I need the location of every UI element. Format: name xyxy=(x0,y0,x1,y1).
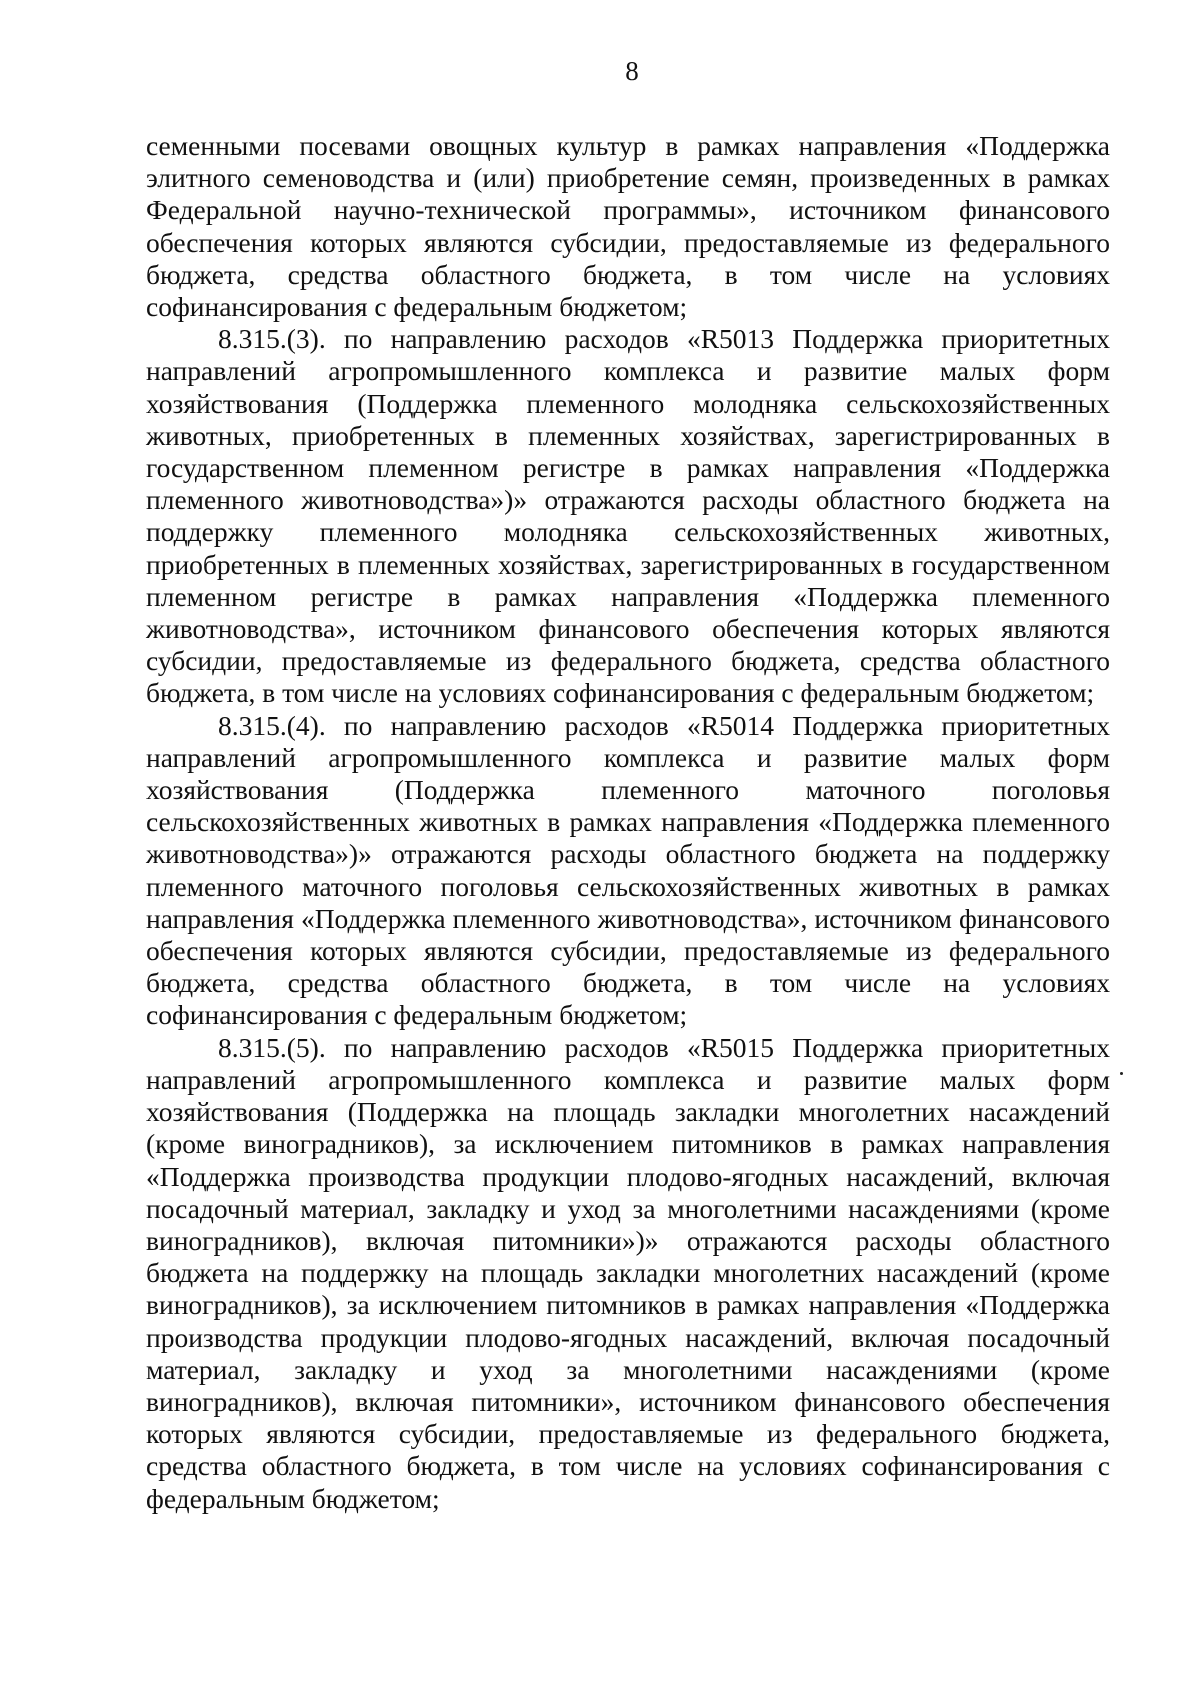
paragraph-8-315-4: 8.315.(4). по направлению расходов «R5014 Поддержка приоритетных направлений агропромышленного комплекса и развитие малых форм хозяйствования (Поддержка племенного маточного поголовья сельскохозяйственных животных в рамках направления «Поддержка племенного животноводства»)» отражаются расходы областного бюджета на поддержку племенного маточного поголовья сельскохозяйственных животных в рамках направления «Поддержка племенного животноводства», источником финансового обеспечения которых являются субсидии, предоставляемые из федерального бюджета, средства областного бюджета, в том числе на условиях софинансирования с федеральным бюджетом; xyxy=(146,709,1110,1031)
scan-speck xyxy=(1120,1072,1123,1075)
paragraph-8-315-3: 8.315.(3). по направлению расходов «R5013 Поддержка приоритетных направлений агропромышленного комплекса и развитие малых форм хозяйствования (Поддержка племенного молодняка сельскохозяйственных животных, приобретенных в племенных хозяйствах, зарегистрированных в государственном племенном регистре в рамках направления «Поддержка племенного животноводства»)» отражаются расходы областного бюджета на поддержку племенного молодняка сельскохозяйственных животных, приобретенных в племенных хозяйствах, зарегистрированных в государственном племенном регистре в рамках направления «Поддержка племенного животноводства», источником финансового обеспечения которых являются субсидии, предоставляемые из федерального бюджета, средства областного бюджета, в том числе на условиях софинансирования с федеральным бюджетом; xyxy=(146,323,1110,709)
page-number: 8 xyxy=(625,56,639,86)
document-body xyxy=(146,130,1110,1515)
paragraph-continuation: семенными посевами овощных культур в рамках направления «Поддержка элитного семеноводства и (или) приобретение семян, произведенных в рамках Федеральной научно-технической программы», источником финансового обеспечения которых являются субсидии, предоставляемые из федерального бюджета, средства областного бюджета, в том числе на условиях софинансирования с федеральным бюджетом; xyxy=(146,130,1110,323)
paragraph-8-315-5: 8.315.(5). по направлению расходов «R5015 Поддержка приоритетных направлений агропромышленного комплекса и развитие малых форм хозяйствования (Поддержка на площадь закладки многолетних насаждений (кроме виноградников), за исключением питомников в рамках направления «Поддержка производства продукции плодово-ягодных насаждений, включая посадочный материал, закладку и уход за многолетними насаждениями (кроме виноградников), включая питомники»)» отражаются расходы областного бюджета на поддержку на площадь закладки многолетних насаждений (кроме виноградников), за исключением питомников в рамках направления «Поддержка производства продукции плодово-ягодных насаждений, включая посадочный материал, закладку и уход за многолетними насаждениями (кроме виноградников), включая питомники», источником финансового обеспечения которых являются субсидии, предоставляемые из федерального бюджета, средства областного бюджета, в том числе на условиях софинансирования с федеральным бюджетом; xyxy=(146,1031,1110,1514)
